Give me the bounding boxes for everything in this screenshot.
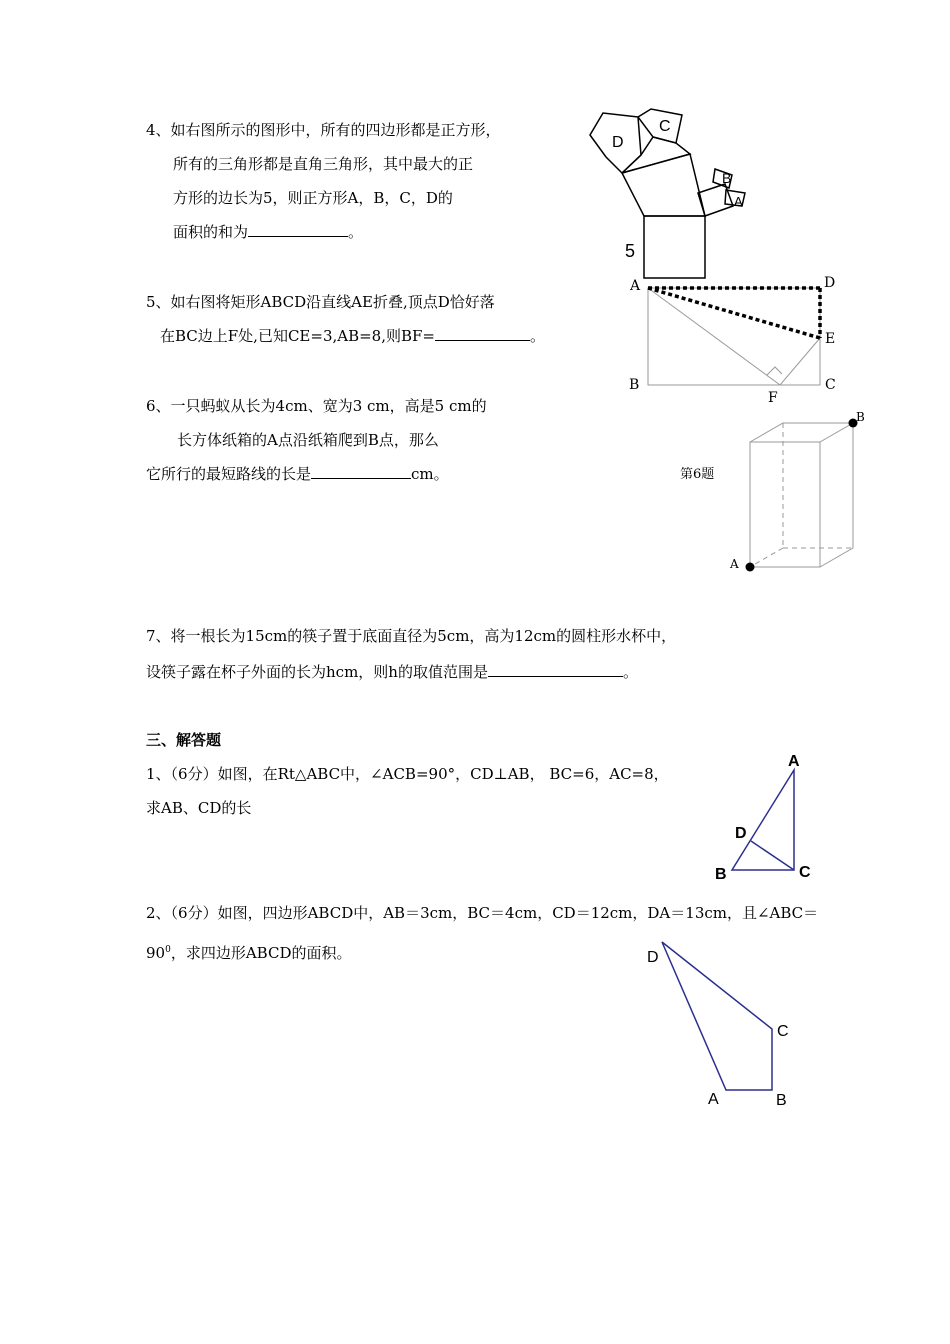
q6-point-a xyxy=(746,563,755,572)
p1-label-a: A xyxy=(788,753,800,770)
p2-line-2-pre: 90 xyxy=(146,944,166,962)
q4-line-3: 方形的边长为5，则正方形A，B，C，D的 xyxy=(173,189,453,207)
q7-line-2-text: 设筷子露在杯子外面的长为hcm，则h的取值范围是 xyxy=(146,663,488,681)
q6-line-3 xyxy=(146,464,449,484)
p2-line-2-post: ，求四边形ABCD的面积。 xyxy=(170,944,352,962)
q6-answer-blank[interactable] xyxy=(311,464,411,479)
p1-line-2: 求AB、CD的长 xyxy=(146,799,252,817)
q5-segment-fe xyxy=(780,338,820,385)
q7-line-1: 7、将一根长为15cm的筷子置于底面直径为5cm，高为12cm的圆柱形水杯中， xyxy=(146,627,677,645)
q5-line-1: 5、如右图将矩形ABCD沿直线AE折叠,顶点D恰好落 xyxy=(146,293,495,311)
q4-square-mid-left xyxy=(622,154,705,216)
q5-fold-af xyxy=(648,288,780,385)
q5-right-angle-mark xyxy=(767,367,782,375)
q6-label-a: A xyxy=(730,557,739,571)
q4-triangle-top xyxy=(622,137,690,173)
q4-figure xyxy=(585,105,765,285)
q5-label-f: F xyxy=(768,390,778,406)
q7-answer-blank[interactable] xyxy=(488,662,623,677)
q5-answer-blank[interactable] xyxy=(435,326,530,341)
q4-line-4 xyxy=(173,222,363,242)
q4-square-mid-right xyxy=(698,184,733,216)
q6-label-b: B xyxy=(856,410,865,424)
p2-line-1: 2、（6分）如图，四边形ABCD中，AB＝3cm，BC＝4cm，CD＝12cm，DA＝13cm，且∠ABC＝ xyxy=(146,904,819,922)
q6-line-1: 6、一只蚂蚁从长为4cm、宽为3 cm，高是5 cm的 xyxy=(146,397,487,415)
q4-label-5: 5 xyxy=(625,241,636,261)
p2-label-b: B xyxy=(776,1092,787,1109)
p1-altitude-cd xyxy=(751,841,794,870)
q6-caption: 第6题 xyxy=(680,467,715,482)
q4-line-4-end: 。 xyxy=(348,223,364,241)
q5-figure xyxy=(620,270,850,410)
q6-figure xyxy=(725,405,875,580)
p1-triangle-abc xyxy=(732,770,794,870)
p2-label-d: D xyxy=(647,949,659,966)
q4-square-5 xyxy=(644,216,705,278)
q4-label-d: D xyxy=(612,134,624,151)
q6-line-3-end: cm。 xyxy=(411,465,449,483)
p1-line-1: 1、（6分）如图，在Rt△ABC中，∠ACB=90°，CD⊥AB， BC=6，AC=8， xyxy=(146,765,669,783)
q5-line-2-text: 在BC边上F处,已知CE=3,AB=8,则BF= xyxy=(160,327,435,345)
q5-label-b: B xyxy=(629,377,640,393)
q6-line-3-text: 它所行的最短路线的长是 xyxy=(146,465,312,483)
p1-label-c: C xyxy=(799,864,811,881)
q4-label-a: A xyxy=(734,194,743,209)
p2-quadrilateral-abcd xyxy=(662,942,772,1090)
q4-line-1: 4、如右图所示的图形中，所有的四边形都是正方形， xyxy=(146,121,501,139)
q6-hidden-left-bottom xyxy=(750,548,783,567)
p2-line-2 xyxy=(146,940,351,963)
q5-line-2-end: 。 xyxy=(530,327,546,345)
q6-line-2: 长方体纸箱的A点沿纸箱爬到B点，那么 xyxy=(177,431,439,449)
p1-figure xyxy=(710,750,820,885)
q5-label-c: C xyxy=(825,377,836,393)
section3-title: 三、解答题 xyxy=(146,731,222,749)
p2-figure xyxy=(640,930,810,1115)
p2-label-a: A xyxy=(708,1091,719,1108)
q4-label-b: B xyxy=(722,170,732,186)
p2-line-2-sup: 0 xyxy=(165,945,171,955)
q5-label-e: E xyxy=(825,331,836,347)
q4-answer-blank[interactable] xyxy=(248,222,348,237)
p1-label-d: D xyxy=(735,825,747,842)
q6-box-top xyxy=(750,423,853,442)
q5-label-a: A xyxy=(630,278,641,294)
q7-line-2-end: 。 xyxy=(622,663,638,681)
q7-line-2 xyxy=(146,662,638,682)
q4-line-4-text: 面积的和为 xyxy=(173,223,249,241)
q4-line-2: 所有的三角形都是直角三角形，其中最大的正 xyxy=(173,155,474,173)
q5-dashed-ae xyxy=(648,288,820,338)
p1-label-b: B xyxy=(715,866,727,883)
q5-line-2 xyxy=(160,326,545,346)
q5-rectangle xyxy=(648,288,820,385)
q6-box-right xyxy=(820,423,853,567)
q5-label-d: D xyxy=(824,275,836,291)
q4-label-c: C xyxy=(659,118,671,135)
p2-label-c: C xyxy=(777,1023,789,1040)
